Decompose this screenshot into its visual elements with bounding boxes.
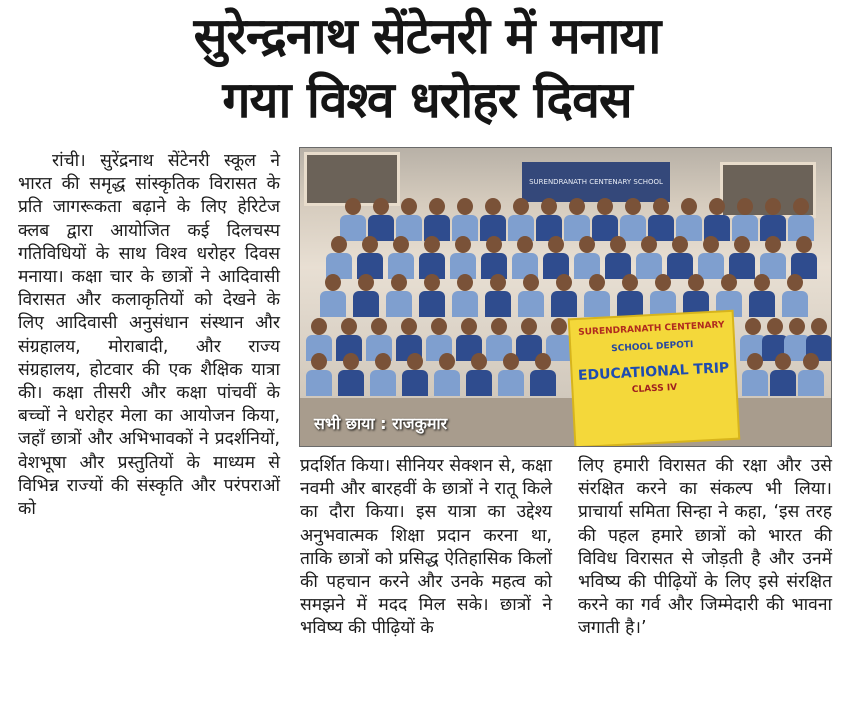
headline: [0, 4, 854, 132]
article-column-3: लिए हमारी विरासत की रक्षा और उसे संरक्षित करने का संकल्प भी लिया। प्राचार्या समिता सिन्हा ने कहा, ‘इस तरह की पहल हमारे छात्रों को भारत की विविध विरासत से जोड़ती है और उनमें भविष्य की पीढ़ियों के लिए इसे संरक्षित करने का गर्व और जिम्मेदारी की भावना जगाती है।’: [578, 456, 832, 639]
student-figure: [466, 353, 492, 405]
article-column-2: प्रदर्शित किया। सीनियर सेक्शन से, कक्षा नवमी और बारहवीं के छात्रों ने रातू किले का दौरा किया। इस यात्रा का उद्देश्य अनुभवात्मक शिक्षा प्रदान करना था, ताकि छात्रों को प्रसिद्ध ऐतिहासिक किलों की पहचान करने और उनके महत्व को समझने में मदद मिल सके। छात्रों ने भविष्य की पीढ़ियों के: [300, 456, 552, 639]
headline-line-2: गया विश्व धरोहर दिवस: [222, 71, 632, 129]
photo-caption: सभी छाया : राजकुमार: [314, 414, 448, 433]
student-figure: [798, 353, 824, 405]
student-figure: [370, 353, 396, 405]
student-figure: [434, 353, 460, 405]
sign-line-3: EDUCATIONAL TRIP: [577, 360, 730, 384]
school-banner: SURENDRANATH CENTENARY SCHOOL: [522, 162, 670, 202]
group-photo: [299, 147, 832, 447]
student-figure: [338, 353, 364, 405]
student-figure: [770, 353, 796, 405]
sign-line-2: SCHOOL DEPOTI: [611, 339, 694, 355]
student-figure: [498, 353, 524, 405]
sign-line-4: CLASS IV: [631, 382, 678, 396]
headline-line-1: सुरेन्द्रनाथ सेंटेनरी में मनाया: [193, 7, 661, 65]
student-figure: [402, 353, 428, 405]
student-figure: [530, 353, 556, 405]
sign-line-1: SURENDRANATH CENTENARY: [578, 320, 725, 338]
student-figure: [742, 353, 768, 405]
trip-sign: [570, 312, 738, 446]
article-column-1: रांची। सुरेंद्रनाथ सेंटेनरी स्कूल ने भारत की समृद्ध सांस्कृतिक विरासत के प्रति जागरूकता बढ़ाने के लिए हेरिटेज क्लब द्वारा आयोजित कई दिलचस्प गतिविधियों के साथ विश्व धरोहर दिवस मनाया। कक्षा चार के छात्रों ने आदिवासी विरासत और कलाकृतियों को देखने के लिए आदिवासी अनुसंधान संस्थान और संग्रहालय, मोराबादी, और राज्य संग्रहालय, होटवार की एक शैक्षिक यात्रा की। कक्षा तीसरी और कक्षा पांचवीं के बच्चों ने धरोहर मेला का आयोजन किया, जहाँ छात्रों और अभिभावकों ने प्रदर्शनियों, वेशभूषा और प्रस्तुतियों के माध्यम से विभिन्न राज्यों की संस्कृति और परंपराओं को: [18, 151, 280, 520]
student-figure: [306, 353, 332, 405]
